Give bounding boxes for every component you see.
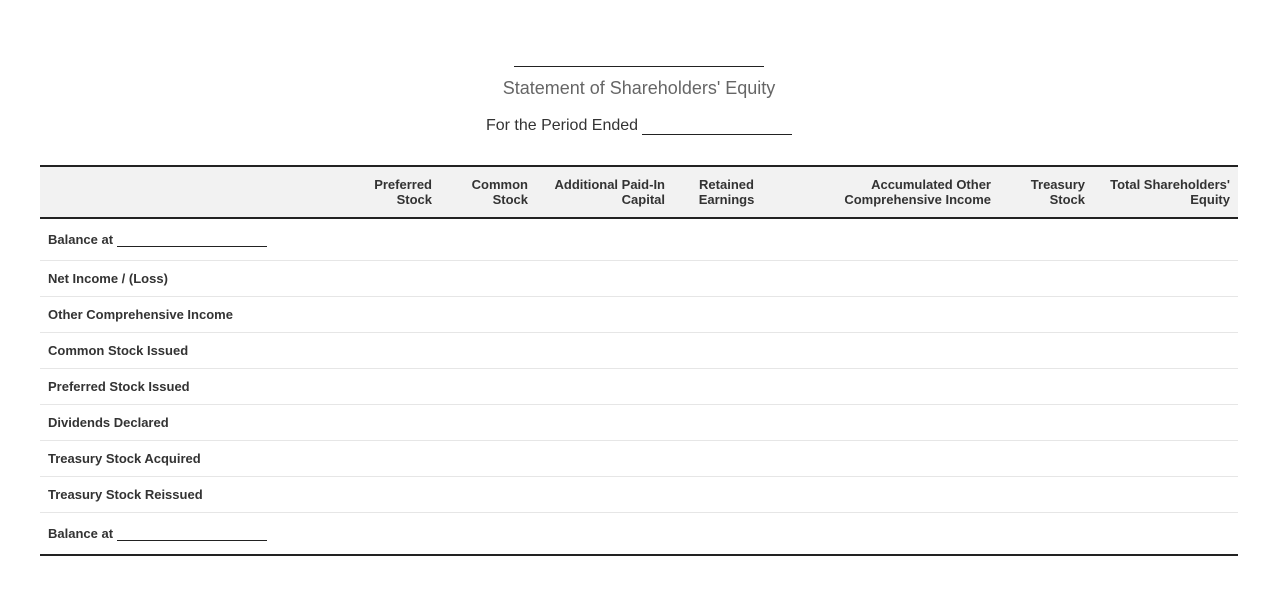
cell[interactable]	[999, 333, 1093, 369]
cell[interactable]	[673, 441, 780, 477]
cell[interactable]	[780, 297, 999, 333]
table-row	[40, 218, 1238, 261]
cell[interactable]	[673, 218, 780, 261]
column-header-additional-paid-in-capital: Additional Paid-In Capital	[536, 166, 673, 218]
row-label: Balance at	[40, 218, 360, 261]
cell[interactable]	[780, 333, 999, 369]
cell[interactable]	[673, 297, 780, 333]
cell[interactable]	[780, 369, 999, 405]
row-label: Other Comprehensive Income	[40, 297, 360, 333]
cell[interactable]	[536, 333, 673, 369]
cell[interactable]	[440, 218, 536, 261]
column-header-retained-earnings: Retained Earnings	[673, 166, 780, 218]
row-label: Balance at	[40, 513, 360, 556]
cell[interactable]	[440, 513, 536, 556]
cell[interactable]	[673, 513, 780, 556]
cell[interactable]	[780, 513, 999, 556]
cell[interactable]	[536, 369, 673, 405]
table-row	[40, 333, 1238, 369]
cell[interactable]	[536, 477, 673, 513]
column-header-accumulated-oci: Accumulated Other Comprehensive Income	[780, 166, 999, 218]
cell[interactable]	[1093, 261, 1238, 297]
period-date-blank[interactable]	[642, 120, 792, 135]
cell[interactable]	[360, 333, 440, 369]
table-row	[40, 405, 1238, 441]
cell[interactable]	[673, 369, 780, 405]
cell[interactable]	[999, 369, 1093, 405]
cell[interactable]	[673, 333, 780, 369]
cell[interactable]	[1093, 333, 1238, 369]
row-label: Treasury Stock Reissued	[40, 477, 360, 513]
table-row	[40, 513, 1238, 556]
cell[interactable]	[536, 513, 673, 556]
cell[interactable]	[360, 477, 440, 513]
cell[interactable]	[440, 441, 536, 477]
cell[interactable]	[780, 218, 999, 261]
cell[interactable]	[999, 405, 1093, 441]
column-header-label	[40, 166, 360, 218]
cell[interactable]	[536, 405, 673, 441]
row-label: Preferred Stock Issued	[40, 369, 360, 405]
equity-table	[40, 165, 1238, 556]
column-header-common-stock: Common Stock	[440, 166, 536, 218]
cell[interactable]	[673, 261, 780, 297]
cell[interactable]	[780, 261, 999, 297]
cell[interactable]	[1093, 513, 1238, 556]
row-label: Net Income / (Loss)	[40, 261, 360, 297]
cell[interactable]	[1093, 218, 1238, 261]
row-label: Treasury Stock Acquired	[40, 441, 360, 477]
cell[interactable]	[1093, 441, 1238, 477]
table-row	[40, 369, 1238, 405]
cell[interactable]	[780, 405, 999, 441]
cell[interactable]	[360, 513, 440, 556]
cell[interactable]	[360, 261, 440, 297]
table-row	[40, 261, 1238, 297]
row-label: Dividends Declared	[40, 405, 360, 441]
cell[interactable]	[440, 297, 536, 333]
table-row	[40, 441, 1238, 477]
table-header-row	[40, 166, 1238, 218]
cell[interactable]	[536, 441, 673, 477]
balance-date-blank[interactable]	[117, 528, 267, 541]
table-row	[40, 477, 1238, 513]
cell[interactable]	[360, 441, 440, 477]
cell[interactable]	[999, 218, 1093, 261]
cell[interactable]	[999, 513, 1093, 556]
statement-title: Statement of Shareholders' Equity	[502, 78, 776, 98]
column-header-total-equity: Total Shareholders' Equity	[1093, 166, 1238, 218]
cell[interactable]	[1093, 369, 1238, 405]
cell[interactable]	[536, 297, 673, 333]
cell[interactable]	[1093, 297, 1238, 333]
cell[interactable]	[999, 297, 1093, 333]
cell[interactable]	[360, 297, 440, 333]
column-header-preferred-stock: Preferred Stock	[360, 166, 440, 218]
cell[interactable]	[536, 261, 673, 297]
cell[interactable]	[440, 477, 536, 513]
column-header-treasury-stock: Treasury Stock	[999, 166, 1093, 218]
cell[interactable]	[360, 218, 440, 261]
cell[interactable]	[999, 441, 1093, 477]
cell[interactable]	[673, 405, 780, 441]
cell[interactable]	[440, 369, 536, 405]
cell[interactable]	[360, 405, 440, 441]
company-name-blank[interactable]	[514, 66, 764, 67]
cell[interactable]	[440, 333, 536, 369]
cell[interactable]	[440, 261, 536, 297]
balance-date-blank[interactable]	[117, 234, 267, 247]
cell[interactable]	[1093, 405, 1238, 441]
cell[interactable]	[999, 261, 1093, 297]
table-row	[40, 297, 1238, 333]
cell[interactable]	[780, 441, 999, 477]
cell[interactable]	[440, 405, 536, 441]
cell[interactable]	[536, 218, 673, 261]
cell[interactable]	[999, 477, 1093, 513]
cell[interactable]	[360, 369, 440, 405]
cell[interactable]	[673, 477, 780, 513]
cell[interactable]	[780, 477, 999, 513]
period-label: For the Period Ended	[485, 117, 639, 134]
row-label: Common Stock Issued	[40, 333, 360, 369]
cell[interactable]	[1093, 477, 1238, 513]
period-line	[0, 117, 1278, 135]
